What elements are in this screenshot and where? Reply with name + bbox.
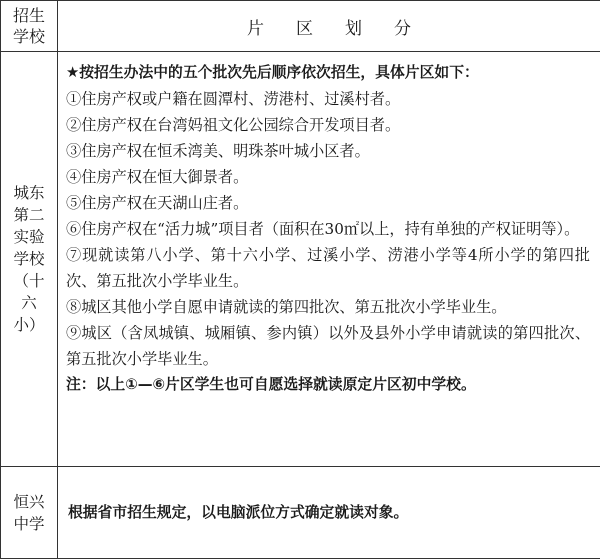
header-school-cell — [1, 1, 58, 52]
zone-note: 注：以上①—⑥片区学生也可自愿选择就读原定片区初中学校。 — [66, 372, 590, 398]
school-name-line: 六 — [1, 292, 57, 314]
school-name-cell — [1, 467, 58, 559]
school-name-line: 第二 — [1, 204, 57, 226]
zone-description-cell: 根据省市招生规定，以电脑派位方式确定就读对象。 — [58, 467, 600, 559]
zone-item: ⑧城区其他小学自愿申请就读的第四批次、第五批次小学毕业生。 — [66, 294, 590, 320]
header-zone-cell: 片区划分 — [58, 1, 600, 52]
table-row — [1, 467, 600, 559]
school-name-line: 学校 — [1, 248, 57, 270]
school-name-line: 中学 — [1, 513, 57, 535]
zone-item: ⑤住房产权在天湖山庄者。 — [66, 190, 590, 216]
header-school-line: 招生 — [1, 5, 57, 26]
school-name-line: 小） — [1, 314, 57, 336]
school-name-cell — [1, 52, 58, 467]
zone-item: ⑨城区（含凤城镇、城厢镇、参内镇）以外及县外小学申请就读的第四批次、第五批次小学毕业生。 — [66, 320, 590, 372]
zone-item: ①住房产权或户籍在圆潭村、涝港村、过溪村者。 — [66, 86, 590, 112]
zone-item: ②住房产权在台湾妈祖文化公园综合开发项目者。 — [66, 112, 590, 138]
school-name-line: 实验 — [1, 226, 57, 248]
zone-item: ③住房产权在恒禾湾美、明珠茶叶城小区者。 — [66, 138, 590, 164]
zone-description-cell — [58, 52, 600, 467]
school-name-line: （十 — [1, 270, 57, 292]
zone-intro: ★按招生办法中的五个批次先后顺序依次招生，具体片区如下： — [66, 60, 590, 86]
table-row — [1, 52, 600, 467]
header-school-line: 学校 — [1, 26, 57, 47]
zone-item: ⑦现就读第八小学、第十六小学、过溪小学、涝港小学等4所小学的第四批次、第五批次小学毕业生。 — [66, 242, 590, 294]
zone-item: ⑥住房产权在“活力城”项目者（面积在30㎡以上，持有单独的产权证明等）。 — [66, 216, 590, 242]
school-name-line: 恒兴 — [1, 491, 57, 513]
school-name-line: 城东 — [1, 182, 57, 204]
zone-item: ④住房产权在恒大御景者。 — [66, 164, 590, 190]
table-header-row — [1, 1, 600, 52]
